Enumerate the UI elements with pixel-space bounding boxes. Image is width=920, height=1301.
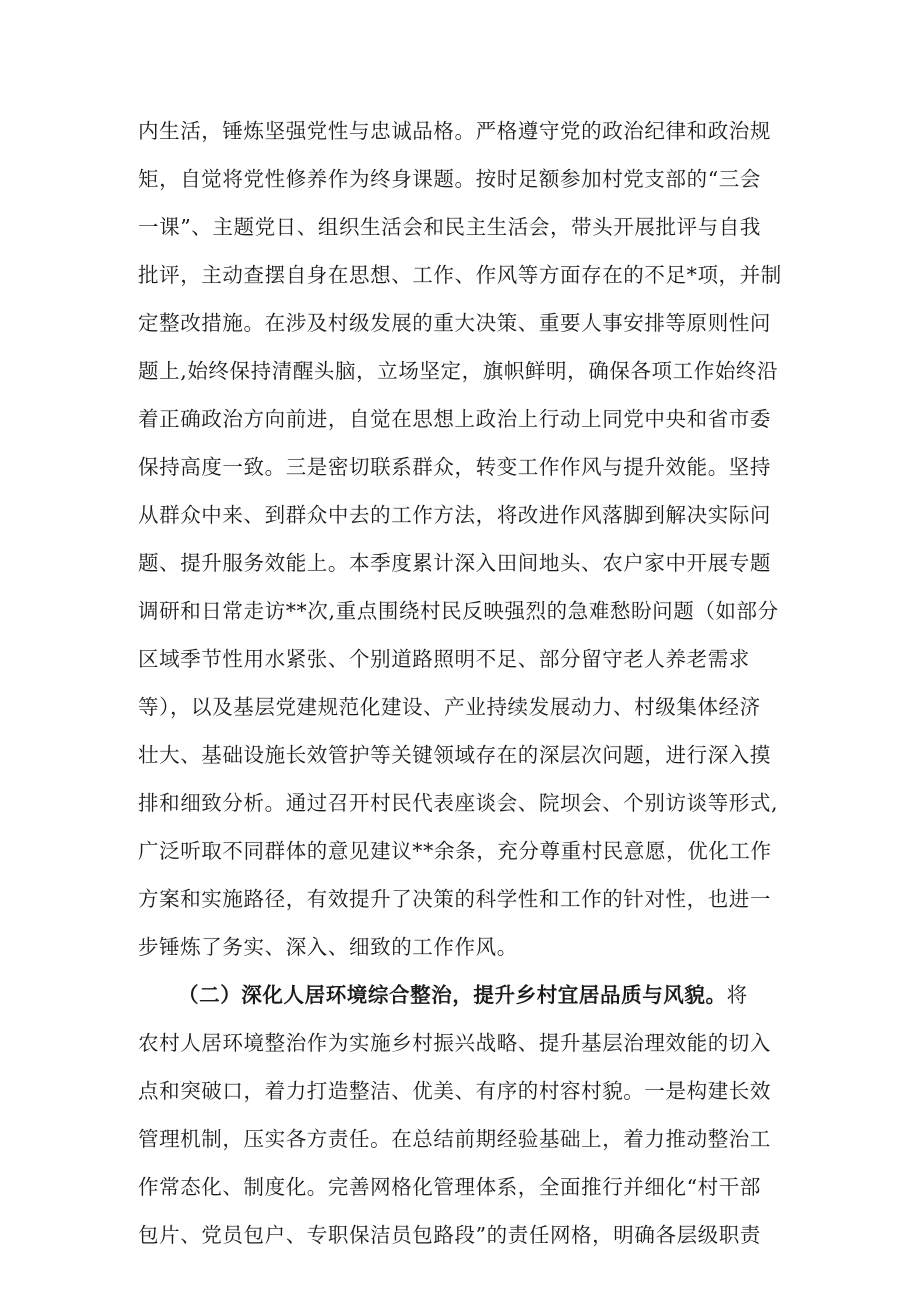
paragraph-line: 定整改措施。在涉及村级发展的重大决策、重要人事安排等原则性问 — [138, 311, 771, 335]
paragraph-line: 等），以及基层党建规范化建设、产业持续发展动力、村级集体经济 — [138, 695, 761, 719]
paragraph-line: 批评，主动查摆自身在思想、工作、作风等方面存在的不足*项，并制 — [138, 263, 782, 287]
paragraph-line: 题上,始终保持清醒头脑，立场坚定，旗帜鲜明，确保各项工作始终沿 — [138, 359, 779, 383]
paragraph-line: 步锤炼了务实、深入、细致的工作作风。 — [138, 935, 518, 959]
paragraph-line: 保持高度一致。三是密切联系群众，转变工作作风与提升效能。坚持 — [138, 455, 771, 479]
paragraph-line: 题、提升服务效能上。本季度累计深入田间地头、农户家中开展专题 — [138, 551, 771, 575]
section-heading-line — [178, 981, 788, 1009]
paragraph-line: 管理机制，压实各方责任。在总结前期经验基础上，着力推动整治工 — [138, 1127, 771, 1151]
paragraph-line: 农村人居环境整治作为实施乡村振兴战略、提升基层治理效能的切入 — [138, 1031, 771, 1055]
paragraph-line: 区域季节性用水紧张、个别道路照明不足、部分留守老人养老需求 — [138, 647, 750, 671]
paragraph-line: 点和突破口，着力打造整洁、优美、有序的村容村貌。一是构建长效 — [138, 1079, 771, 1103]
paragraph-line: 一课”、主题党日、组织生活会和民主生活会，带头开展批评与自我 — [138, 215, 761, 239]
paragraph-line: 从群众中来、到群众中去的工作方法，将改进作风落脚到解决实际问 — [138, 503, 771, 527]
paragraph-line: 内生活，锤炼坚强党性与忠诚品格。严格遵守党的政治纪律和政治规 — [138, 119, 771, 143]
paragraph-line: 方案和实施路径，有效提升了决策的科学性和工作的针对性，也进一 — [138, 887, 771, 911]
paragraph-line: 矩，自觉将党性修养作为终身课题。按时足额参加村党支部的“三会 — [138, 167, 761, 191]
paragraph-line: 调研和日常走访**次,重点围绕村民反映强烈的急难愁盼问题（如部分 — [138, 599, 779, 623]
paragraph-line: 着正确政治方向前进，自觉在思想上政治上行动上同党中央和省市委 — [138, 407, 771, 431]
paragraph-line: 壮大、基础设施长效管护等关键领域存在的深层次问题，进行深入摸 — [138, 743, 771, 767]
section-heading-tail: 将 — [726, 983, 748, 1007]
section-heading: （二）深化人居环境综合整治，提升乡村宜居品质与风貌。 — [178, 983, 727, 1007]
paragraph-line: 作常态化、制度化。完善网格化管理体系，全面推行并细化“村干部 — [138, 1175, 761, 1199]
paragraph-line: 广泛听取不同群体的意见建议**余条，充分尊重村民意愿，优化工作 — [138, 839, 772, 863]
paragraph-line: 包片、党员包户、专职保洁员包路段”的责任网格，明确各层级职责 — [138, 1223, 761, 1247]
paragraph-line: 排和细致分析。通过召开村民代表座谈会、院坝会、个别访谈等形式, — [138, 791, 779, 815]
